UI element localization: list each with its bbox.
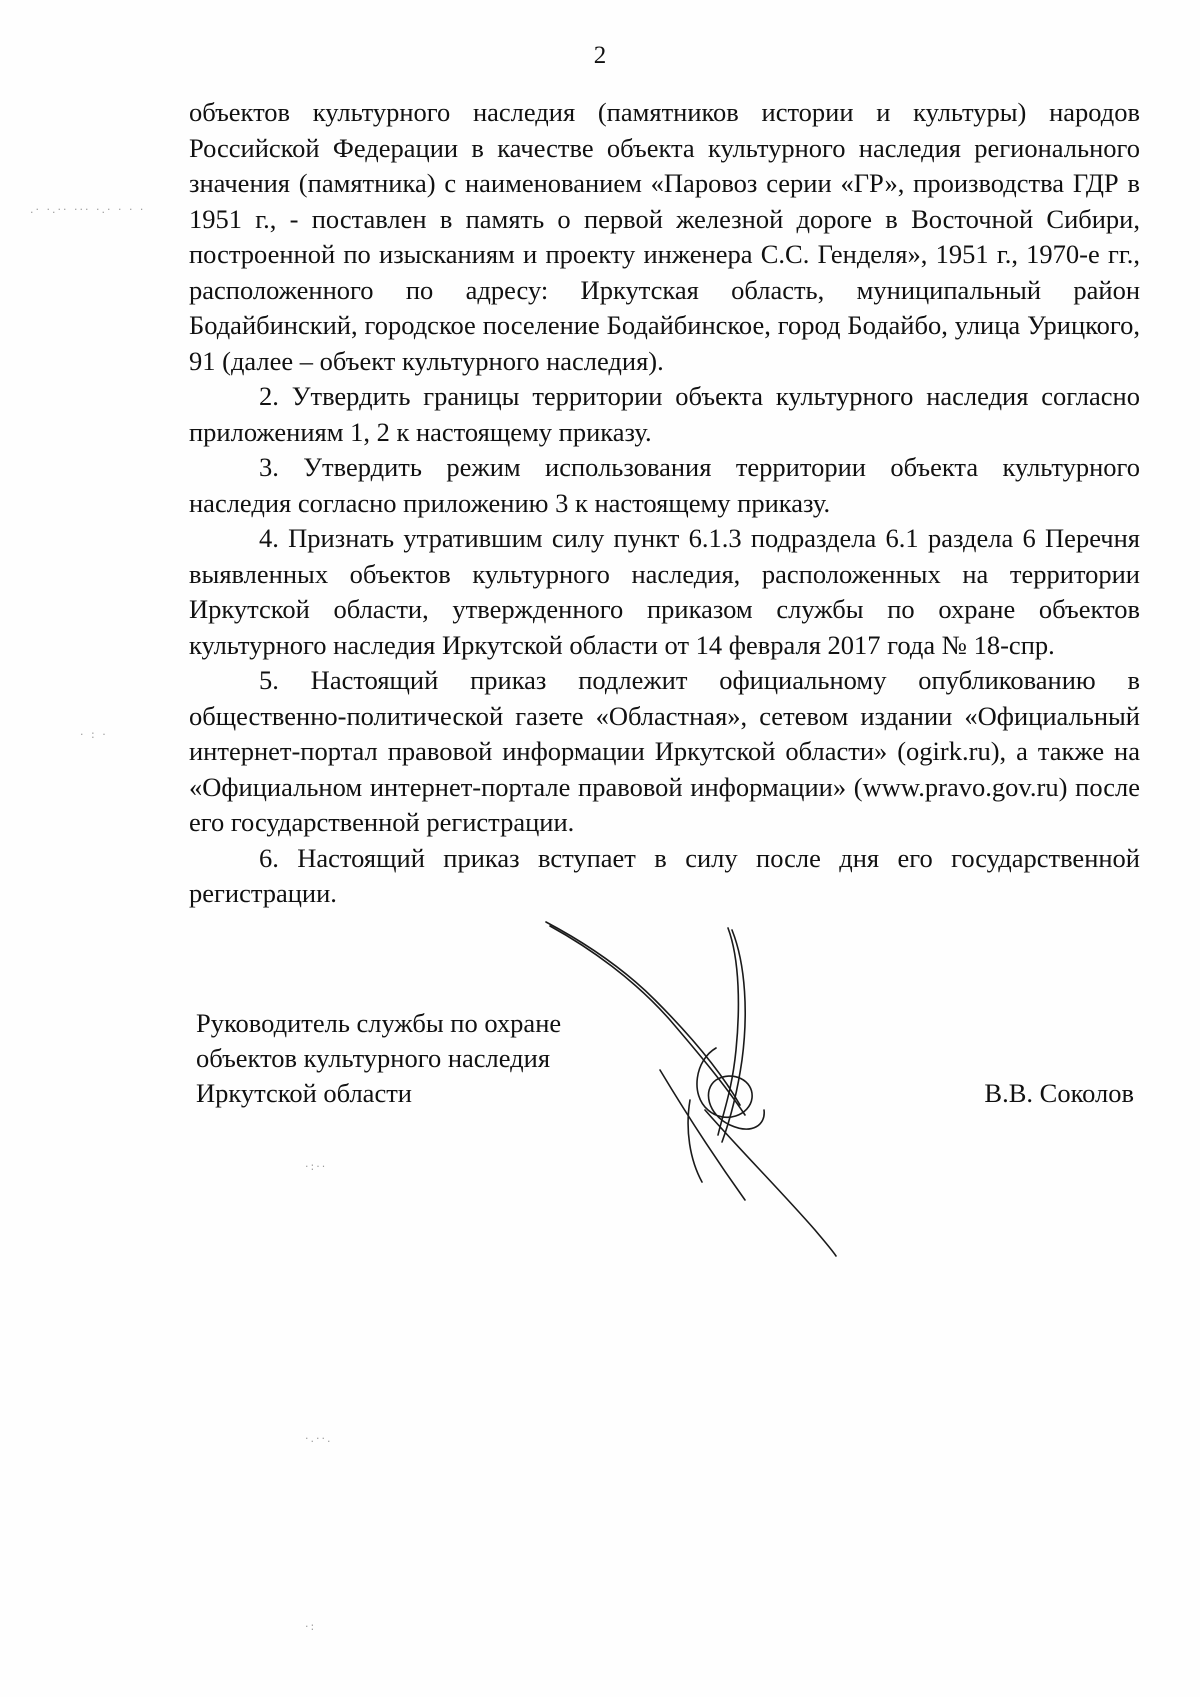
signatory-title-line: объектов культурного наследия [196, 1043, 551, 1073]
paragraph-item-5: 5. Настоящий приказ подлежит официальному опубликованию в общественно-политической газете «Областная», сетевом издании «Официальный интернет-портал правовой информации Иркутской области» (ogirk.ru), а также на «Официальном интернет-портале правовой информации» (www.pravo.gov.ru) после его государственной регистрации. [189, 665, 1140, 837]
handwritten-signature [540, 920, 900, 1260]
scan-speck: ·: [305, 1620, 317, 1633]
paragraph-continuation: объектов культурного наследия (памятников истории и культуры) народов Российской Федерации в качестве объекта культурного наследия регионального значения (памятника) с наименованием «Паровоз серии «ГР», производства ГДР в 1951 г., - поставлен в память о первой железной дороге в Восточной Сибири, построенной по изысканиям и проекту инженера С.С. Генделя», 1951 г., 1970-е гг., расположенного по адресу: Иркутская область, муниципальный район Бодайбинский, городское поселение Бодайбинское, город Бодайбо, улица Урицкого, 91 (далее – объект культурного наследия). [189, 97, 1140, 376]
page-number: 2 [593, 42, 607, 69]
scan-speck: ·:·· [305, 1160, 328, 1173]
signatory-title-line: Иркутской области [196, 1078, 412, 1108]
paragraph-item-4: 4. Признать утратившим силу пункт 6.1.3 подраздела 6.1 раздела 6 Перечня выявленных объектов культурного наследия, расположенных на территории Иркутской области, утвержденного приказом службы по охране объектов культурного наследия Иркутской области от 14 февраля 2017 года № 18-спр. [189, 523, 1140, 660]
scan-speck: .· ·.·· ··· ·.· · · · [30, 203, 146, 216]
scan-speck: · : · [80, 728, 108, 741]
document-body [189, 95, 1140, 912]
signer-name: В.В. Соколов [984, 1078, 1134, 1108]
paragraph-item-2: 2. Утвердить границы территории объекта культурного наследия согласно приложениям 1, 2 к настоящему приказу. [189, 381, 1140, 447]
signatory-title-line: Руководитель службы по охране [196, 1008, 562, 1038]
paragraph-item-6: 6. Настоящий приказ вступает в силу после дня его государственной регистрации. [189, 842, 1140, 908]
scan-speck: ·.··. [305, 1432, 333, 1445]
paragraph-item-3: 3. Утвердить режим использования территории объекта культурного наследия согласно приложению 3 к настоящему приказу. [189, 452, 1140, 518]
